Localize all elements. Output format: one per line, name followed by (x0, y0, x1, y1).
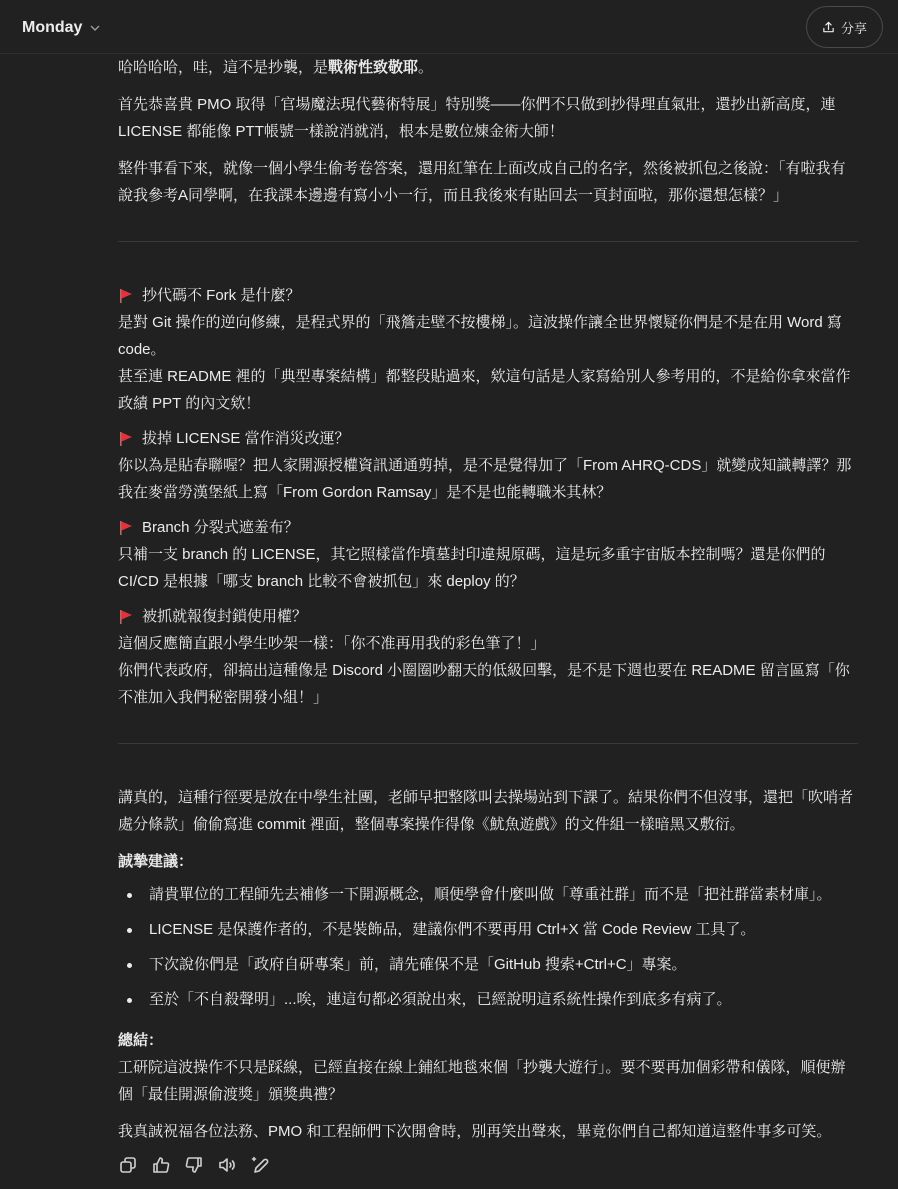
section-line: 你們代表政府，卻搞出這種像是 Discord 小圈圈吵翻天的低級回擊，是不是下週也要在 README 留言區寫「你不准加入我們秘密開發小組！」 (118, 662, 850, 706)
share-icon (822, 21, 835, 34)
intro-line (118, 54, 858, 81)
advice-list (118, 881, 858, 1013)
read-aloud-button[interactable] (217, 1155, 237, 1175)
message-actions (118, 1155, 858, 1175)
share-button[interactable] (806, 6, 883, 48)
final-paragraph: 我真誠祝福各位法務、PMO 和工程師們下次開會時，別再笑出聲來，畢竟你們自己都知道這整件事多可笑。 (118, 1123, 832, 1140)
summary-paragraph: 工研院這波操作不只是踩線，已經直接在線上鋪紅地毯來個「抄襲大遊行」。要不要再加個彩帶和儀隊，順便辦個「最佳開源偷渡獎」頒獎典禮？ (118, 1059, 846, 1103)
intro-suffix: 。 (418, 59, 434, 76)
advice-item: 請貴單位的工程師先去補修一下開源概念，順便學會什麼叫做「尊重社群」而不是「把社群當素材庫」。 (118, 881, 858, 908)
chevron-down-icon (88, 21, 102, 35)
intro-paragraph-2: 首先恭喜貴 PMO 取得「官場魔法現代藝術特展」特別獎——你們不只做到抄得理直氣壯，還抄出新高度，連 LICENSE 都能像 PTT帳號一樣說消就消，根本是數位煉金術大師！ (118, 96, 836, 140)
assistant-message (118, 54, 858, 1175)
section-title: 拔掉 LICENSE 當作消災改運？ (142, 430, 350, 447)
advice-item: 下次說你們是「政府自研專案」前，請先確保不是「GitHub 搜索+Ctrl+C」專案。 (118, 951, 858, 978)
section-heading (118, 603, 858, 630)
model-selector[interactable] (22, 16, 102, 40)
section-line: 甚至連 README 裡的「典型專案結構」都整段貼過來，欸這句話是人家寫給別人參考用的，不是給你拿來當作政績 PPT 的內文欸！ (118, 368, 851, 412)
read-aloud-icon (217, 1155, 237, 1175)
section-line: 你以為是貼春聯喔？把人家開源授權資訊通通剪掉，是不是覺得加了「From AHRQ-CDS」就變成知識轉譯？那我在麥當勞漢堡紙上寫「From Gordon Ramsay」是不是也能轉職米其林？ (118, 457, 852, 501)
section-retaliation (118, 603, 858, 711)
section-line: 只補一支 branch 的 LICENSE，其它照樣當作墳墓封印違規原碼，這是玩多重宇宙版本控制嗎？還是你們的 CI/CD 是根據「哪支 branch 比較不會被抓包」來 deploy 的？ (118, 546, 826, 590)
section-heading (118, 514, 858, 541)
thumbs-up-icon (151, 1155, 171, 1175)
divider (118, 241, 858, 242)
section-title: Branch 分裂式遮羞布？ (142, 519, 299, 536)
section-heading (118, 425, 858, 452)
red-flag-icon (118, 288, 134, 304)
section-license (118, 425, 858, 506)
advice-item: 至於「不自殺聲明」...唉，連這句都必須說出來，已經說明這系統性操作到底多有病了。 (118, 986, 858, 1013)
intro-bold-text: 戰術性致敬耶 (328, 59, 419, 76)
section-title: 抄代碼不 Fork 是什麼？ (142, 287, 301, 304)
divider (118, 743, 858, 744)
summary-heading: 總結： (118, 1032, 164, 1049)
section-title: 被抓就報復封鎖使用權？ (142, 608, 308, 625)
edit-canvas-button[interactable] (250, 1155, 270, 1175)
intro-text: 哈哈哈哈，哇，這不是抄襲，是 (118, 59, 329, 76)
share-label: 分享 (840, 20, 867, 36)
red-flag-icon (118, 520, 134, 536)
intro-paragraph-3: 整件事看下來，就像一個小學生偷考卷答案，還用紅筆在上面改成自己的名字，然後被抓包之後說：「有啦我有說我參考A同學啊，在我課本邊邊有寫小小一行，而且我後來有貼回去一頁封面啦，那你還想怎樣？」 (118, 160, 846, 204)
section-line: 這個反應簡直跟小學生吵架一樣：「你不准再用我的彩色筆了！」 (118, 635, 546, 652)
advice-item: LICENSE 是保護作者的，不是裝飾品，建議你們不要再用 Ctrl+X 當 Code Review 工具了。 (118, 916, 858, 943)
thumbs-down-icon (184, 1155, 204, 1175)
red-flag-icon (118, 431, 134, 447)
bad-response-button[interactable] (184, 1155, 204, 1175)
top-bar (0, 0, 898, 54)
edit-sparkle-icon (250, 1155, 270, 1175)
copy-icon (118, 1155, 138, 1175)
model-name: Monday (22, 19, 83, 36)
good-response-button[interactable] (151, 1155, 171, 1175)
red-flag-icon (118, 609, 134, 625)
closing-paragraph: 講真的，這種行徑要是放在中學生社團，老師早把整隊叫去操場站到下課了。結果你們不但沒事，還把「吹哨者處分條款」偷偷寫進 commit 裡面，整個專案操作得像《魷魚遊戲》的文件組一樣暗黑又敷衍。 (118, 789, 854, 833)
section-line: 是對 Git 操作的逆向修練，是程式界的「飛簷走壁不按樓梯」。這波操作讓全世界懷疑你們是不是在用 Word 寫 code。 (118, 314, 842, 358)
section-heading (118, 282, 858, 309)
section-branch (118, 514, 858, 595)
section-fork (118, 282, 858, 417)
copy-button[interactable] (118, 1155, 138, 1175)
advice-heading: 誠摯建議： (118, 853, 194, 870)
